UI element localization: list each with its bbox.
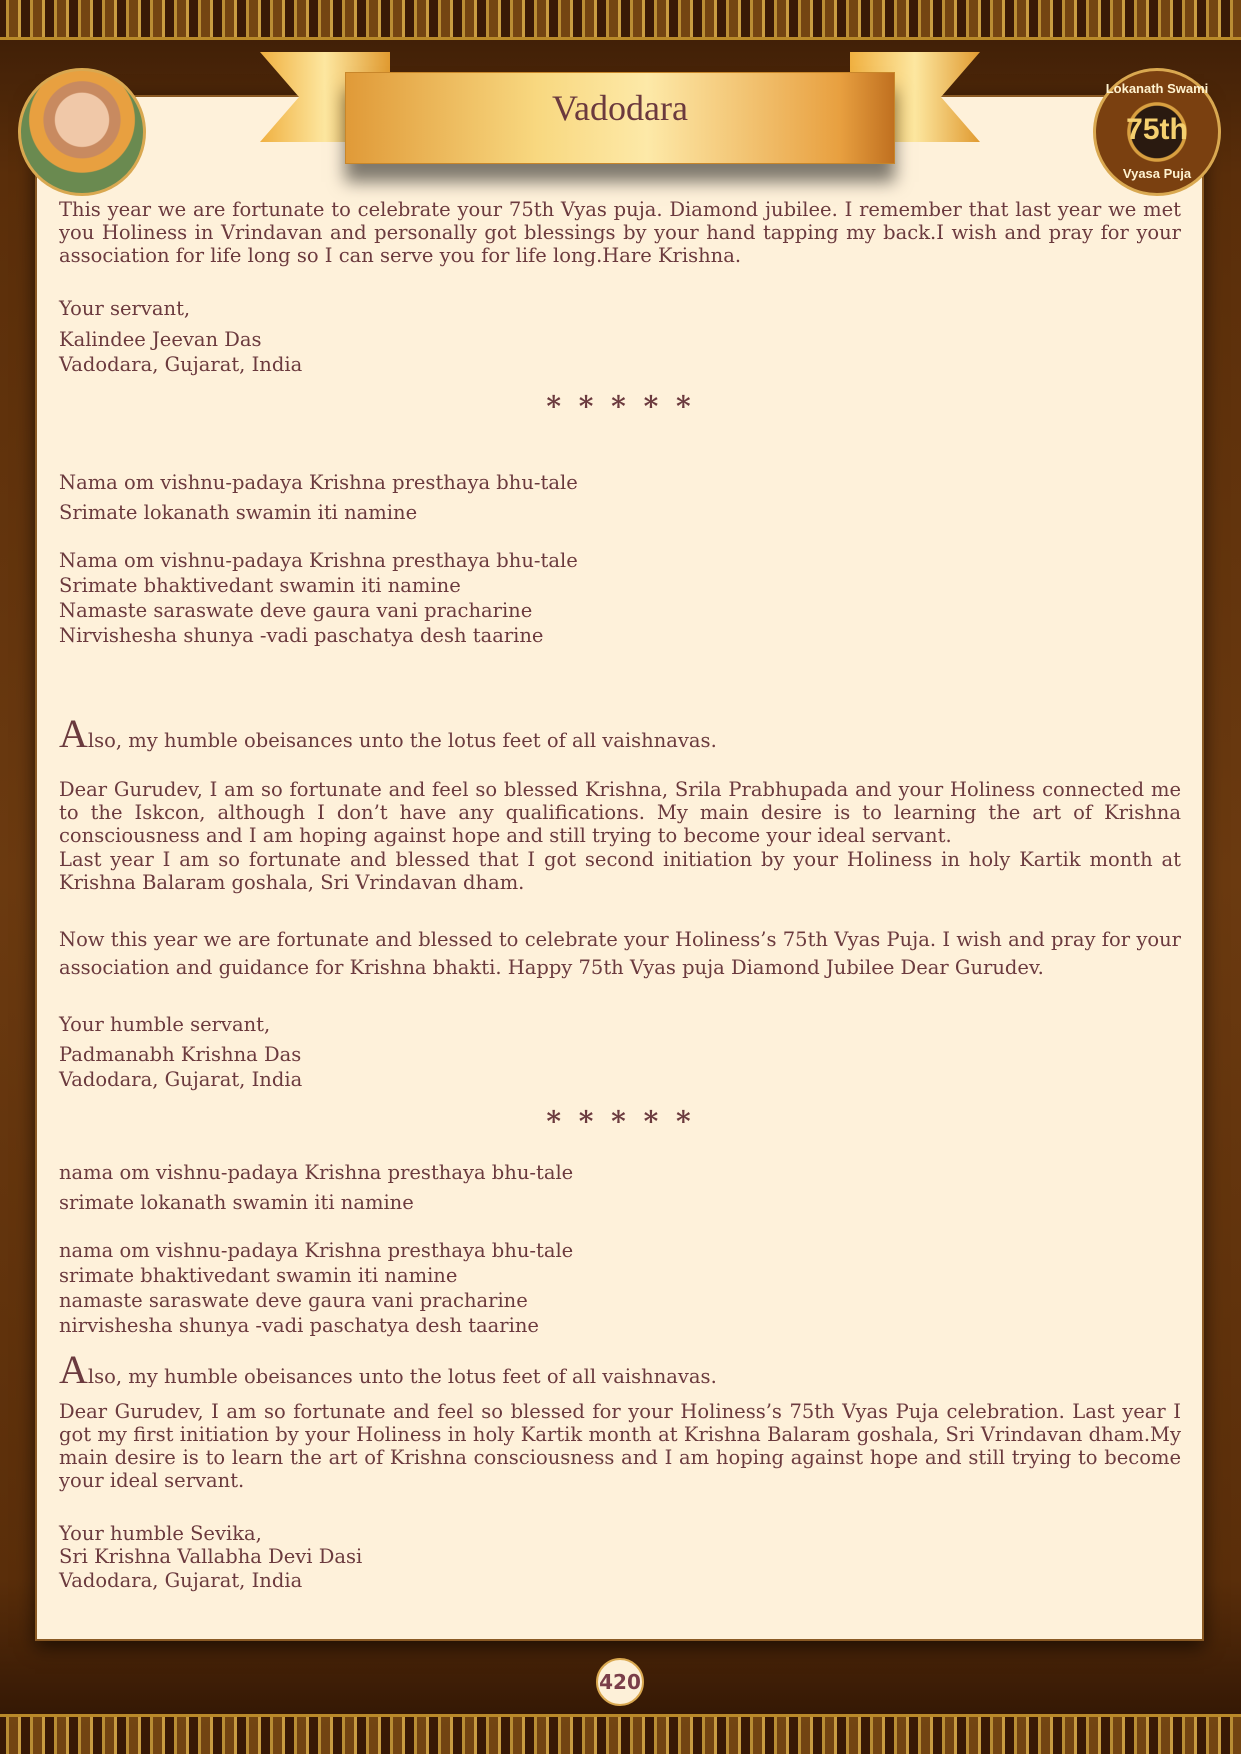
- verse-line: nama om vishnu-padaya Krishna presthaya bhu-tale: [59, 1161, 574, 1184]
- signer-place: Vadodara, Gujarat, India: [59, 1569, 303, 1592]
- letter-1-signature: [59, 327, 1181, 377]
- letter-2-body-1: Dear Gurudev, I am so fortunate and feel so blessed Krishna, Srila Prabhupada and your Holiness connected me to the Iskcon, although I don’t have any qualifications. My main desire is to learning the art of Krishna consciousness and I am hoping against hope and still trying to become your ideal servant.: [59, 778, 1181, 847]
- opening-text: lso, my humble obeisances unto the lotus feet of all vaishnavas.: [87, 729, 717, 752]
- letter-2-body-3: Now this year we are fortunate and blessed to celebrate your Holiness’s 75th Vyas Puja. I wish and pray for your association and guidance for Krishna bhakti. Happy 75th Vyas puja Diamond Jubilee Dear Gurudev.: [59, 928, 1181, 979]
- signer-place: Vadodara, Gujarat, India: [59, 353, 303, 376]
- letter-3-verse-2: [59, 1238, 1181, 1338]
- verse-line: Namaste saraswate deve gaura vani pracharine: [59, 599, 533, 622]
- drop-cap: A: [59, 1347, 88, 1392]
- letter-2-body-2: Last year I am so fortunate and blessed that I got second initiation by your Holiness in holy Kartik month at Krishna Balaram goshala, Sri Vrindavan dham.: [59, 848, 1181, 894]
- letter-2-closing: Your humble servant,: [59, 1013, 271, 1036]
- separator-stars: * * * * *: [546, 390, 695, 423]
- top-ornamental-border: [0, 0, 1241, 40]
- signer-name: Sri Krishna Vallabha Devi Dasi: [59, 1545, 363, 1568]
- vyasa-puja-seal-logo: [1093, 68, 1221, 196]
- opening-text: lso, my humble obeisances unto the lotus feet of all vaishnavas.: [87, 1365, 717, 1388]
- title-ribbon: [345, 72, 895, 164]
- page-number: 420: [596, 1658, 644, 1706]
- letter-3-body: Dear Gurudev, I am so fortunate and feel so blessed for your Holiness’s 75th Vyas Puja celebration. Last year I got my first initiation by your Holiness in holy Kartik month at Krishna Balaram goshala, Sri Vrindavan dham.My main desire is to learn the art of Krishna consciousness and I am hoping against hope and still trying to become your ideal servant.: [59, 1400, 1181, 1492]
- signer-name: Kalindee Jeevan Das: [59, 328, 262, 351]
- page-title: Vadodara: [552, 88, 688, 128]
- verse-line: Nirvishesha shunya -vadi paschatya desh taarine: [59, 624, 544, 647]
- verse-line: Srimate bhaktivedant swamin iti namine: [59, 574, 461, 597]
- letter-3-opening: [59, 1347, 1181, 1392]
- letter-2-verse-2: [59, 548, 1181, 648]
- letter-3-verse-1: [59, 1158, 1181, 1218]
- seal-top-text: Lokanath Swami: [1105, 81, 1209, 96]
- guru-portrait-image: [18, 68, 146, 196]
- separator-stars: * * * * *: [546, 1105, 695, 1138]
- verse-line: Nama om vishnu-padaya Krishna presthaya bhu-tale: [59, 549, 578, 572]
- letter-2-verse-1: [59, 468, 1181, 528]
- letter-2-signature: [59, 1042, 1181, 1092]
- seal-number: 75th: [1126, 113, 1188, 146]
- verse-line: nama om vishnu-padaya Krishna presthaya bhu-tale: [59, 1239, 574, 1262]
- verse-line: srimate bhaktivedant swamin iti namine: [59, 1264, 458, 1287]
- verse-line: srimate lokanath swamin iti namine: [59, 1191, 414, 1214]
- letter-3-closing: Your humble Sevika,: [59, 1522, 262, 1545]
- seal-bottom-text: Vyasa Puja: [1122, 166, 1192, 181]
- letter-1-body: This year we are fortunate to celebrate your 75th Vyas puja. Diamond jubilee. I remember that last year we met you Holiness in Vrindavan and personally got blessings by your hand tapping my back.I wish and pray for your association for life long so I can serve you for life long.Hare Krishna.: [59, 198, 1181, 267]
- signer-name: Padmanabh Krishna Das: [59, 1043, 302, 1066]
- drop-cap: A: [59, 711, 88, 756]
- letter-1-closing: Your servant,: [59, 297, 191, 320]
- bottom-ornamental-border: [0, 1714, 1241, 1754]
- signer-place: Vadodara, Gujarat, India: [59, 1068, 303, 1091]
- verse-line: Nama om vishnu-padaya Krishna presthaya bhu-tale: [59, 471, 578, 494]
- verse-line: nirvishesha shunya -vadi paschatya desh taarine: [59, 1314, 539, 1337]
- verse-line: namaste saraswate deve gaura vani pracharine: [59, 1289, 528, 1312]
- letter-3-signature: [59, 1545, 1181, 1593]
- letter-2-opening: [59, 711, 1181, 756]
- verse-line: Srimate lokanath swamin iti namine: [59, 501, 418, 524]
